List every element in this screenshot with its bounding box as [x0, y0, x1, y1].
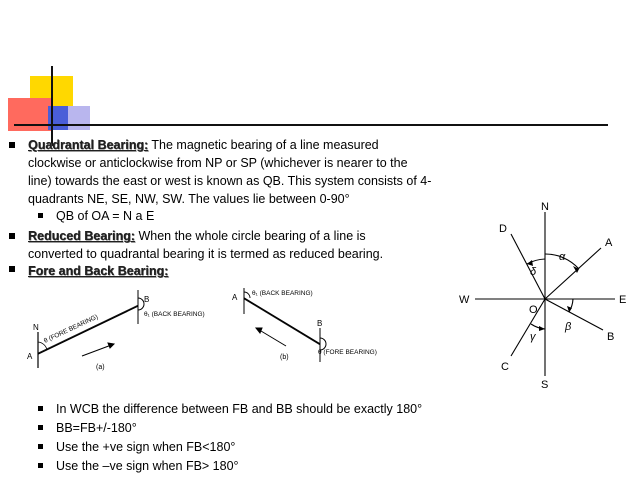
label-b: B: [607, 331, 615, 343]
bottom-bullet-marker: [38, 444, 43, 449]
fig-a-caption: (a): [96, 364, 105, 371]
label-beta: β: [565, 321, 572, 333]
quadrantal-line-4: quadrants NE, SE, NW, SW. The values lie between 0-90°: [28, 192, 350, 206]
deco-red-square: [8, 98, 53, 131]
bottom-bullet-3: Use the +ve sign when FB<180°: [56, 440, 236, 454]
quadrantal-line-2: clockwise or anticlockwise from NP or SP (whichever is nearer to the: [28, 156, 408, 170]
fig-a-back-label: θ₁ (BACK BEARING): [144, 311, 205, 318]
quadrantal-sub-bullet: QB of OA = N a E: [56, 209, 155, 223]
bottom-bullet-1: In WCB the difference between FB and BB should be exactly 180°: [56, 402, 423, 416]
fig-a-b-label: B: [144, 295, 150, 304]
label-c: C: [501, 361, 509, 373]
reduced-text: When the whole circle bearing of a line is: [134, 229, 366, 243]
bottom-bullet-marker: [38, 463, 43, 468]
fore-back-figure: [20, 280, 377, 380]
quadrantal-title: Quadrantal Bearing:: [28, 138, 149, 152]
label-e: E: [619, 294, 627, 306]
quadrantal-text: The magnetic bearing of a line measured: [148, 138, 379, 152]
figure-b: [244, 288, 326, 362]
reduced-line-1: [28, 227, 366, 245]
bullet-marker: [9, 266, 15, 272]
fig-a-a-label: A: [27, 352, 33, 361]
fig-a-n-label: N: [33, 323, 39, 332]
bottom-bullet-2: BB=FB+/-180°: [56, 421, 137, 435]
quadrantal-line-1: [28, 136, 379, 154]
reduced-line-2: converted to quadrantal bearing it is termed as reduced bearing.: [28, 247, 384, 261]
fig-b-caption: (b): [280, 354, 289, 361]
label-d: D: [499, 223, 507, 235]
fig-a-fore-label: θ (FORE BEARING): [42, 313, 100, 345]
deco-lavender-square: [68, 106, 90, 130]
sub-bullet-marker: [38, 213, 43, 218]
fig-b-b-label: B: [317, 319, 323, 328]
label-delta: δ: [530, 266, 537, 278]
label-n: N: [541, 201, 549, 213]
label-s: S: [541, 379, 549, 391]
figure-a: [38, 290, 144, 368]
deco-vertical-line: [51, 66, 53, 146]
label-o: O: [529, 304, 538, 316]
fore-back-title: Fore and Back Bearing:: [28, 264, 169, 278]
label-a: A: [605, 237, 613, 249]
bullet-marker: [9, 142, 15, 148]
reduced-title: Reduced Bearing:: [28, 229, 135, 243]
bottom-bullet-4: Use the –ve sign when FB> 180°: [56, 459, 239, 473]
title-rule: [14, 124, 608, 126]
quadrant-figure: [455, 198, 635, 398]
label-alpha: α: [559, 251, 566, 263]
label-w: W: [459, 294, 470, 306]
fig-b-fore-label: θ (FORE BEARING): [318, 349, 377, 356]
bottom-bullet-marker: [38, 425, 43, 430]
bottom-bullet-marker: [38, 406, 43, 411]
label-gamma: γ: [530, 331, 536, 343]
fig-b-back-label: θ₁ (BACK BEARING): [252, 290, 313, 297]
bullet-marker: [9, 233, 15, 239]
quadrantal-line-3: line) towards the east or west is known as QB. This system consists of 4-: [28, 174, 432, 188]
fig-b-a-label: A: [232, 293, 238, 302]
